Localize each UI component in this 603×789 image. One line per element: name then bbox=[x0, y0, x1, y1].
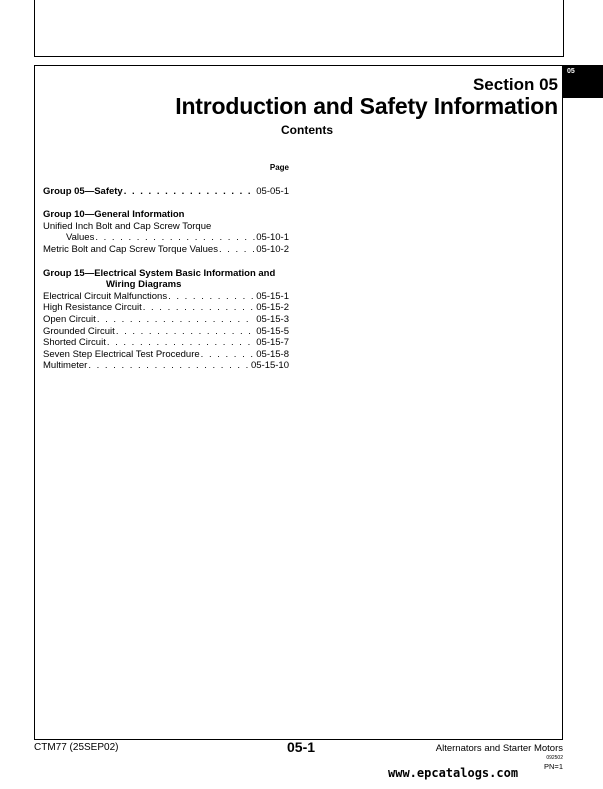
footer-page-number: 05-1 bbox=[287, 739, 316, 755]
footer-pn: PN=1 bbox=[544, 762, 563, 771]
toc-entry-high-resistance[interactable]: High Resistance Circuit . . . 05-15-2 bbox=[43, 302, 289, 314]
section-label: Section 05 bbox=[472, 75, 558, 94]
table-of-contents bbox=[43, 162, 289, 372]
toc-entry-seven-step[interactable]: Seven Step Electrical Test Procedure . . . 05-15-8 bbox=[43, 349, 289, 361]
toc-entry-grounded-circuit[interactable]: Grounded Circuit . . . 05-15-5 bbox=[43, 326, 289, 338]
toc-entry-group-05[interactable]: Group 05—Safety . . . 05-05-1 bbox=[43, 186, 289, 198]
toc-entry-circuit-malfunctions[interactable]: Electrical Circuit Malfunctions . . . 05-15-1 bbox=[43, 291, 289, 303]
toc-entry-multimeter[interactable]: Multimeter . . . 05-15-10 bbox=[43, 360, 289, 372]
footer-doc-id: CTM77 (25SEP02) bbox=[34, 742, 119, 753]
toc-entry-open-circuit[interactable]: Open Circuit . . . 05-15-3 bbox=[43, 314, 289, 326]
section-tab: 05 bbox=[563, 65, 603, 98]
toc-entry-metric-bolt[interactable]: Metric Bolt and Cap Screw Torque Values . . . 05-10-2 bbox=[43, 244, 289, 256]
previous-page-frame bbox=[34, 0, 564, 57]
footer-small-code: 092502 bbox=[546, 755, 563, 761]
toc-entry-inch-bolt-values[interactable]: Values . . . 05-10-1 bbox=[43, 232, 289, 244]
toc-entry-shorted-circuit[interactable]: Shorted Circuit . . . 05-15-7 bbox=[43, 337, 289, 349]
watermark-url[interactable]: www.epcatalogs.com bbox=[388, 766, 519, 780]
page-column-header: Page bbox=[269, 163, 289, 172]
toc-group-10-heading: Group 10—General Information bbox=[43, 209, 185, 221]
toc-entry-line[interactable]: Unified Inch Bolt and Cap Screw Torque bbox=[43, 220, 212, 232]
contents-heading: Contents bbox=[281, 123, 333, 137]
page-title: Introduction and Safety Information bbox=[175, 93, 558, 119]
toc-group-15-heading: Group 15—Electrical System Basic Information and bbox=[43, 267, 276, 279]
toc-group-15-subheading: Wiring Diagrams bbox=[106, 279, 182, 291]
footer-manual-title: Alternators and Starter Motors bbox=[435, 743, 563, 754]
